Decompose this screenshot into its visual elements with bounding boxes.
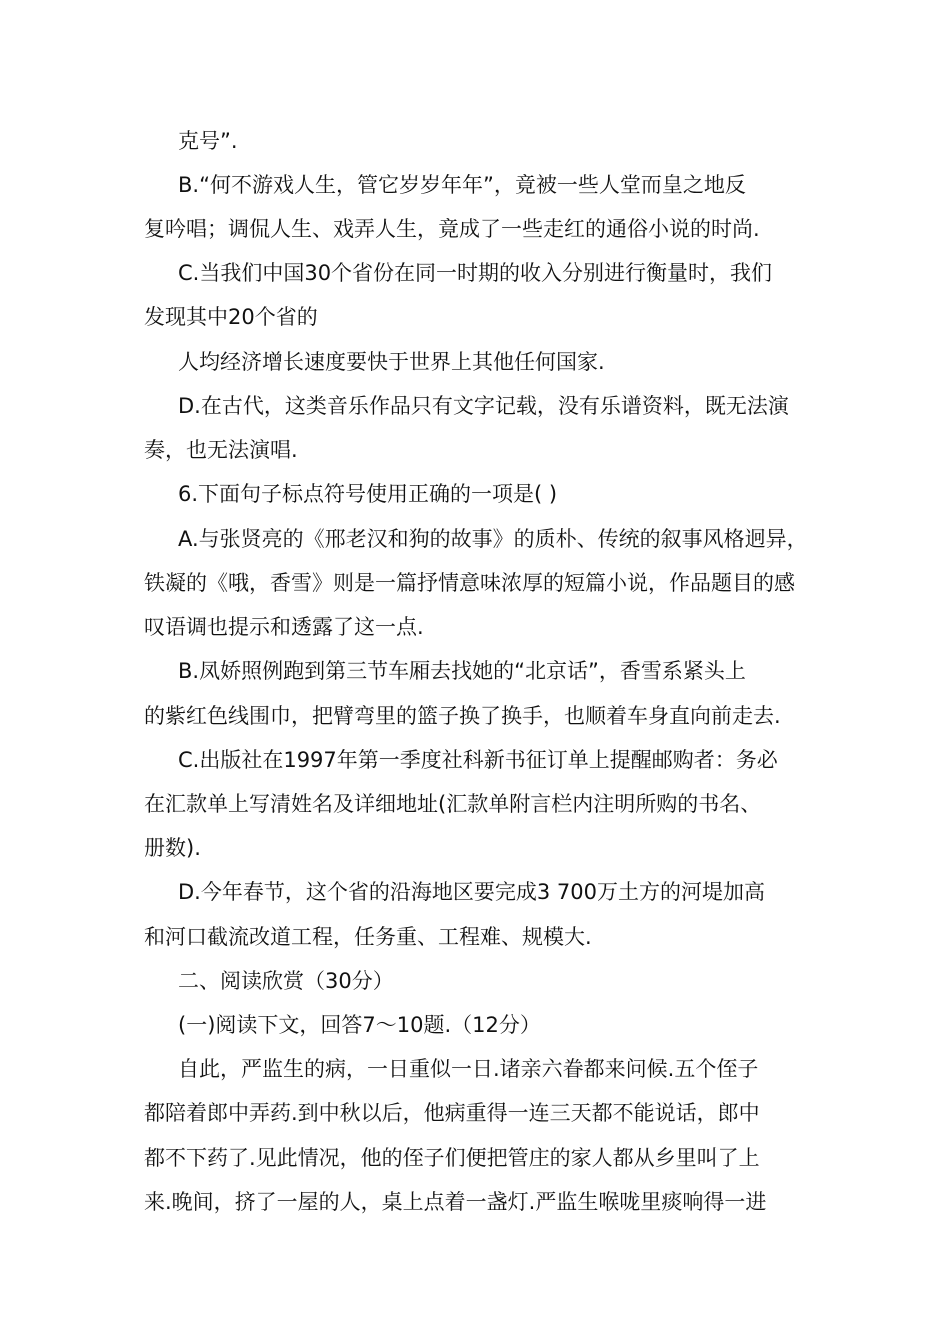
text-line: A.与张贤亮的《邢老汉和狗的故事》的质朴、传统的叙事风格迥异， [178, 527, 808, 551]
section-heading: 二、阅读欣赏（30分） [178, 969, 394, 993]
text-line: 自此，严监生的病，一日重似一日.诸亲六眷都来问候.五个侄子 [178, 1057, 759, 1081]
text-line: 发现其中20个省的 [144, 305, 318, 329]
question-instruction: (一)阅读下文，回答7～10题.（12分） [178, 1013, 541, 1037]
text-line: 都不下药了.见此情况，他的侄子们便把管庄的家人都从乡里叫了上 [144, 1146, 760, 1170]
text-line: 册数). [144, 836, 201, 860]
text-line: 都陪着郎中弄药.到中秋以后，他病重得一连三天都不能说话，郎中 [144, 1101, 760, 1125]
text-line: C.出版社在1997年第一季度社科新书征订单上提醒邮购者：务必 [178, 748, 778, 772]
text-line: 人均经济增长速度要快于世界上其他任何国家. [178, 350, 605, 374]
text-line: 来.晚间，挤了一屋的人，桌上点着一盏灯.严监生喉咙里痰响得一进 [144, 1190, 767, 1214]
text-line: C.当我们中国30个省份在同一时期的收入分别进行衡量时，我们 [178, 261, 773, 285]
text-line: 在汇款单上写清姓名及详细地址(汇款单附言栏内注明所购的书名、 [144, 792, 762, 816]
text-line: 铁凝的《哦，香雪》则是一篇抒情意味浓厚的短篇小说，作品题目的感 [144, 571, 795, 595]
text-line: 6.下面句子标点符号使用正确的一项是( ) [178, 482, 558, 506]
text-line: B.“何不游戏人生，管它岁岁年年”，竟被一些人堂而皇之地反 [178, 173, 746, 197]
text-line: 奏，也无法演唱. [144, 438, 298, 462]
text-line: B.凤娇照例跑到第三节车厢去找她的“北京话”，香雪系紧头上 [178, 659, 746, 683]
text-line: 和河口截流改道工程，任务重、工程难、规模大. [144, 925, 592, 949]
text-line: 的紫红色线围巾，把臂弯里的篮子换了换手，也顺着车身直向前走去. [144, 704, 781, 728]
text-line: 叹语调也提示和透露了这一点. [144, 615, 424, 639]
text-line: 克号”. [178, 129, 238, 153]
text-line: D.今年春节，这个省的沿海地区要完成3 700万土方的河堤加高 [178, 880, 765, 904]
text-line: D.在古代，这类音乐作品只有文字记载，没有乐谱资料，既无法演 [178, 394, 789, 418]
text-line: 复吟唱；调侃人生、戏弄人生，竟成了一些走红的通俗小说的时尚. [144, 217, 760, 241]
